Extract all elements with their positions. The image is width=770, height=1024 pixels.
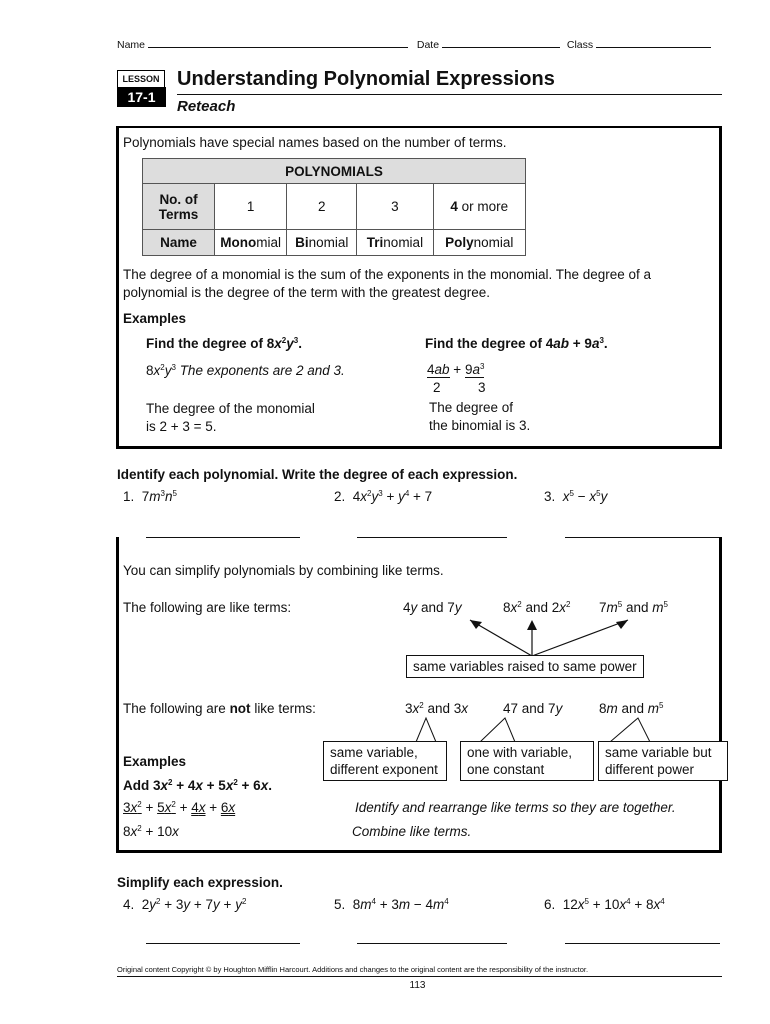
header-row — [117, 39, 722, 51]
example2-result: The degree of the binomial is 3. — [429, 400, 531, 433]
term-name: Polynomial — [433, 230, 525, 256]
arrows-graphic — [440, 612, 670, 658]
term-count: 2 — [287, 184, 357, 230]
not-like-pair-2: 47 and 7y — [503, 701, 563, 716]
footer-rule — [117, 976, 722, 977]
section2-step2: $8x^2 + 10x$ — [123, 824, 179, 839]
example2-prompt: Find the degree of $4ab + 9a^3$. — [425, 336, 608, 351]
degree-explanation: The degree of a monomial is the sum of the exponents in the monomial. The degree of a polynomial is the degree of the term with the greatest degree. — [123, 267, 652, 300]
lesson-number: 17-1 — [117, 87, 166, 107]
practice2-heading: Simplify each expression. — [117, 875, 283, 890]
page-title: Understanding Polynomial Expressions — [177, 68, 555, 90]
callout-pointers — [380, 714, 710, 744]
example1-result: The degree of the monomial is 2 + 3 = 5. — [146, 401, 315, 434]
section2-right-border — [719, 537, 722, 853]
like-terms-callout: same variables raised to same power — [406, 655, 644, 678]
like-pair-3: $7m^5$ and $m^5$ — [599, 600, 668, 615]
section2-step1: $3x^2 + 5x^2 + 4x + 6x$ — [123, 800, 236, 815]
term-count: 4 or more — [433, 184, 525, 230]
example2-work: $4ab + 9a^3$ — [427, 362, 485, 377]
not-like-pair-3: 8m and $m^5$ — [599, 701, 664, 716]
not-like-pair-1: $3x^2$ and 3x — [405, 701, 469, 716]
section2-example-prompt: Add $3x^2 + 4x + 5x^2 + 6x$. — [123, 778, 272, 793]
example1-note: The exponents are 2 and 3. — [179, 363, 345, 378]
copyright-notice: Original content Copyright © by Houghton Mifflin Harcourt. Additions and changes to the original content are the responsibility of the instructor. — [117, 965, 589, 974]
example2-degree-2: 3 — [478, 380, 486, 395]
example2-degree-1: 2 — [433, 380, 441, 395]
example1-work: $8x^2y^3$ The exponents are 2 and 3. — [146, 363, 345, 378]
section1-intro: Polynomials have special names based on the number of terms. — [123, 135, 507, 150]
section2-step2-note: Combine like terms. — [352, 824, 472, 839]
answer-line-1[interactable] — [146, 537, 300, 538]
term-name: Binomial — [287, 230, 357, 256]
section2-left-border — [116, 537, 119, 853]
term-name: Monomial — [215, 230, 287, 256]
section2-bottom-border — [116, 850, 722, 853]
section2-examples-heading: Examples — [123, 754, 187, 769]
polynomials-table — [142, 158, 526, 256]
answer-line-4[interactable] — [146, 943, 300, 944]
section1-top-border — [116, 126, 722, 128]
like-pair-2: $8x^2$ and $2x^2$ — [503, 600, 571, 615]
answer-line-5[interactable] — [357, 943, 507, 944]
class-label: Class — [566, 39, 594, 51]
answer-line-2[interactable] — [357, 537, 507, 538]
callout-different-exponent: same variable, different exponent — [323, 741, 447, 781]
section2-intro: You can simplify polynomials by combining like terms. — [123, 563, 444, 578]
practice-item-5: 5. $8m^4 + 3m - 4m^4$ — [334, 897, 449, 912]
like-terms-label: The following are like terms: — [123, 600, 292, 615]
section2-step1-note: Identify and rearrange like terms so they are together. — [355, 800, 676, 815]
lesson-badge: LESSON — [117, 70, 165, 89]
row-header-terms: No. of Terms — [143, 184, 215, 230]
practice-item-4: 4. $2y^2 + 3y + 7y + y^2$ — [123, 897, 247, 912]
example1-prompt: Find the degree of $8x^2y^3$. — [146, 336, 302, 351]
term-count: 3 — [357, 184, 433, 230]
title-rule — [177, 94, 722, 95]
callout-constant: one with variable, one constant — [460, 741, 594, 781]
examples-heading: Examples — [123, 311, 187, 326]
not-like-terms-label: The following are not like terms: — [123, 701, 316, 716]
practice-item-3: 3. $x^5 - x^5y$ — [544, 489, 608, 504]
section1-right-border — [719, 126, 722, 449]
page-subtitle: Reteach — [177, 98, 236, 115]
table-caption: POLYNOMIALS — [143, 159, 526, 184]
like-pair-1: 4y and 7y — [403, 600, 462, 615]
answer-line-3[interactable] — [565, 537, 720, 538]
term-count: 1 — [215, 184, 287, 230]
class-blank[interactable] — [596, 47, 711, 48]
section1-bottom-border — [116, 446, 722, 449]
callout-different-power: same variable but different power — [598, 741, 728, 781]
name-label: Name — [117, 39, 146, 51]
name-blank[interactable] — [148, 47, 408, 48]
term-name: Trinomial — [357, 230, 433, 256]
date-blank[interactable] — [442, 47, 560, 48]
practice-item-1: 1. $7m^3n^5$ — [123, 489, 177, 504]
practice1-heading: Identify each polynomial. Write the degree of each expression. — [117, 467, 518, 482]
page-number: 113 — [409, 980, 426, 991]
date-label: Date — [416, 39, 440, 51]
practice-item-2: 2. $4x^2y^3 + y^4 + 7$ — [334, 489, 433, 504]
row-header-name: Name — [143, 230, 215, 256]
practice-item-6: 6. $12x^5 + 10x^4 + 8x^4$ — [544, 897, 665, 912]
answer-line-6[interactable] — [565, 943, 720, 944]
section1-left-border — [116, 126, 119, 448]
